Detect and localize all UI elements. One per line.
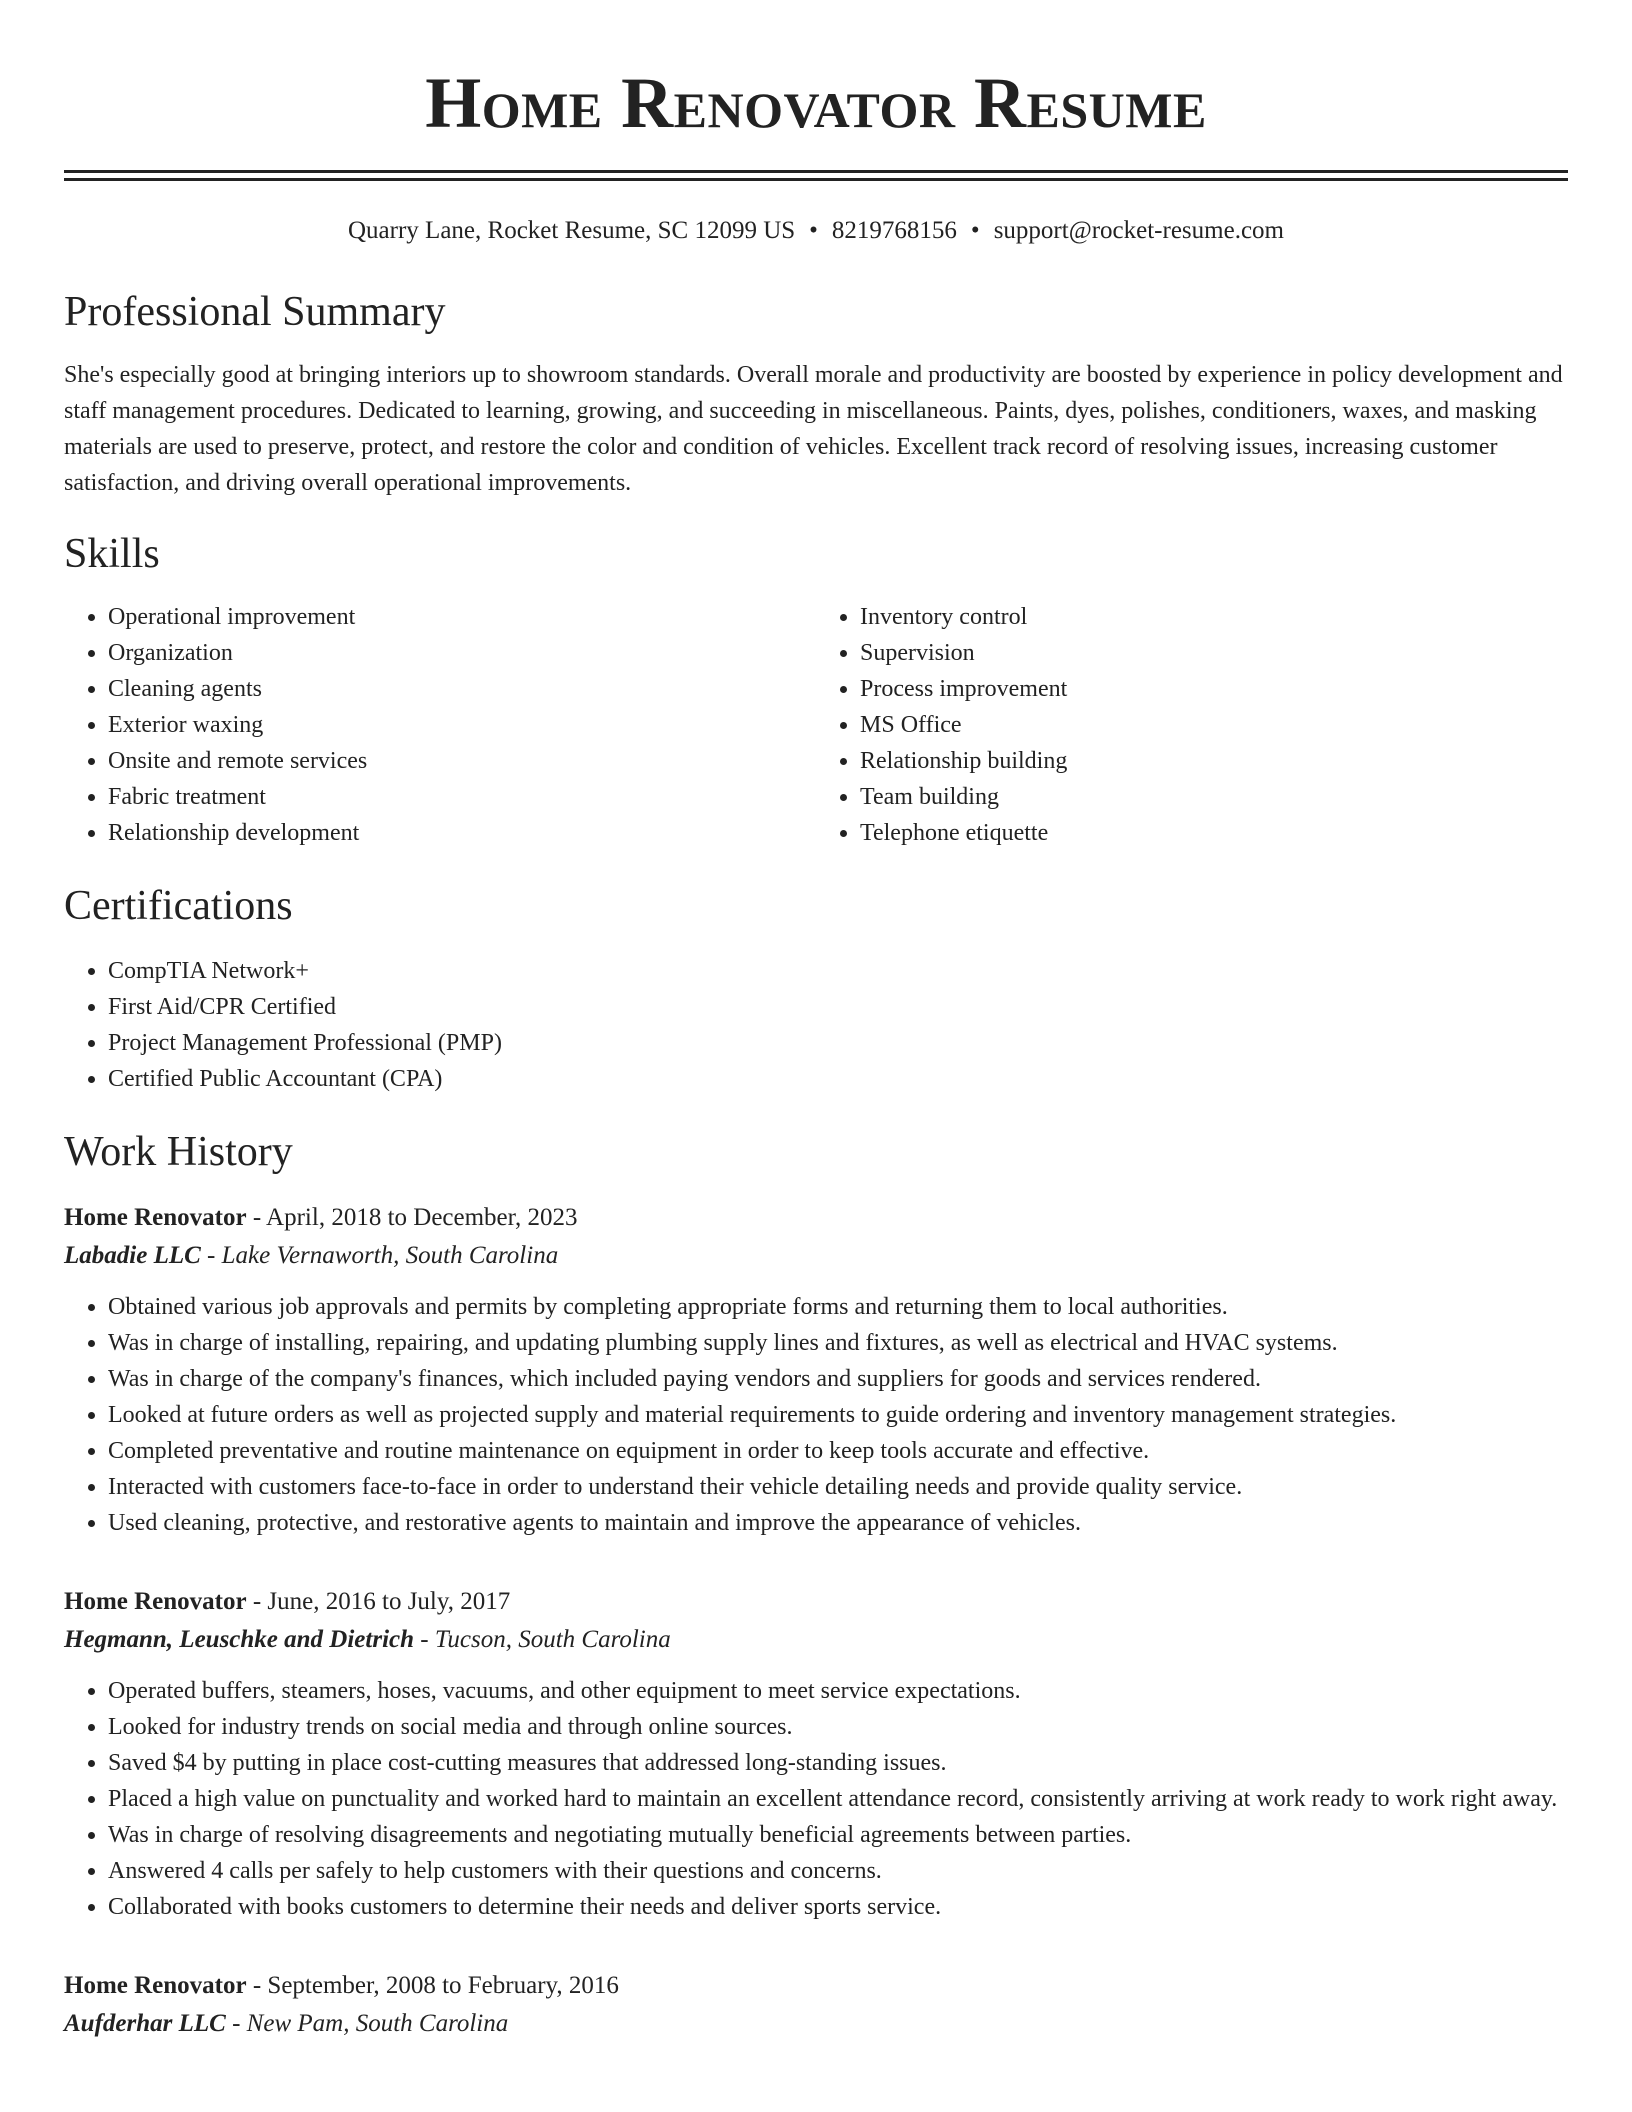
title-double-rule [64, 170, 1568, 181]
job-entry [64, 1967, 1568, 2043]
job-entry [64, 1583, 1568, 1925]
job-bullets [64, 1673, 1568, 1925]
certification-item: • Certified Public Accountant (CPA) [108, 1061, 1568, 1097]
certification-item: • Project Management Professional (PMP) [108, 1025, 1568, 1061]
skill-item: • Organization [108, 635, 816, 671]
job-separator: - [246, 1972, 268, 1999]
job-bullet: • Looked at future orders as well as projected supply and material requirements to guide ordering and inventory management strategies. [108, 1397, 1568, 1433]
contact-phone: 8219768156 [831, 217, 957, 244]
job-separator: - [414, 1626, 435, 1653]
job-title: Home Renovator [64, 1972, 247, 1999]
job-separator: - [246, 1588, 268, 1615]
job-title: Home Renovator [64, 1204, 247, 1231]
job-bullet: • Used cleaning, protective, and restorative agents to maintain and improve the appearance of vehicles. [108, 1505, 1568, 1541]
job-bullet: • Collaborated with books customers to determine their needs and deliver sports service. [108, 1889, 1568, 1925]
job-bullet: • Completed preventative and routine maintenance on equipment in order to keep tools accurate and effective. [108, 1433, 1568, 1469]
job-location: Lake Vernaworth, South Carolina [221, 1242, 559, 1269]
summary-text: She's especially good at bringing interiors up to showroom standards. Overall morale and productivity are boosted by experience in policy development and staff management procedures. Dedicated to learning, growing, and succeeding in miscellaneous. Paints, dyes, polishes, conditioners, waxes, and masking materials are used to preserve, protect, and restore the color and condition of vehicles. Excellent track record of resolving issues, increasing customer satisfaction, and driving overall operational improvements. [64, 362, 1563, 496]
skills-list-right [816, 599, 1568, 851]
contact-address: Quarry Lane, Rocket Resume, SC 12099 US [348, 217, 796, 244]
job-company-line [64, 1621, 1568, 1659]
certifications-heading: Certifications [64, 883, 293, 929]
job-bullet: • Operated buffers, steamers, hoses, vacuums, and other equipment to meet service expectations. [108, 1673, 1568, 1709]
job-entry [64, 1199, 1568, 1541]
job-bullet: • Answered 4 calls per safely to help customers with their questions and concerns. [108, 1853, 1568, 1889]
skill-item: • Relationship building [860, 743, 1568, 779]
skills-list-left [64, 599, 816, 851]
skill-item: • Cleaning agents [108, 671, 816, 707]
skill-item: • Onsite and remote services [108, 743, 816, 779]
job-bullet: • Was in charge of the company's finances, which included paying vendors and suppliers for goods and services rendered. [108, 1361, 1568, 1397]
resume-title: Home Renovator Resume [425, 63, 1207, 143]
job-bullet: • Was in charge of resolving disagreements and negotiating mutually beneficial agreements between parties. [108, 1817, 1568, 1853]
certifications-list [64, 953, 1568, 1097]
job-location: Tucson, South Carolina [434, 1626, 671, 1653]
skills-heading: Skills [64, 531, 160, 577]
skill-item: • MS Office [860, 707, 1568, 743]
job-bullet: • Saved $4 by putting in place cost-cutting measures that addressed long-standing issues. [108, 1745, 1568, 1781]
summary-heading: Professional Summary [64, 289, 446, 335]
job-separator: - [246, 1204, 267, 1231]
job-bullet: • Was in charge of installing, repairing, and updating plumbing supply lines and fixtures, as well as electrical and HVAC systems. [108, 1325, 1568, 1361]
certification-item: • First Aid/CPR Certified [108, 989, 1568, 1025]
job-title-line [64, 1967, 1568, 2005]
job-bullet: • Interacted with customers face-to-face in order to understand their vehicle detailing needs and provide quality service. [108, 1469, 1568, 1505]
skill-item: • Inventory control [860, 599, 1568, 635]
contact-separator: • [970, 217, 980, 244]
job-title-line [64, 1199, 1568, 1237]
job-separator: - [200, 1242, 222, 1269]
job-dates: June, 2016 to July, 2017 [267, 1588, 511, 1615]
job-dates: April, 2018 to December, 2023 [266, 1204, 578, 1231]
job-dates: September, 2008 to February, 2016 [267, 1972, 619, 1999]
job-bullet: • Placed a high value on punctuality and worked hard to maintain an excellent attendance record, consistently arriving at work ready to work right away. [108, 1781, 1568, 1817]
skill-item: • Process improvement [860, 671, 1568, 707]
job-company-line [64, 1237, 1568, 1275]
job-company: Labadie LLC [64, 1242, 201, 1269]
job-location: New Pam, South Carolina [246, 2010, 509, 2037]
work-history-heading: Work History [64, 1129, 293, 1175]
job-title-line [64, 1583, 1568, 1621]
job-company-line [64, 2005, 1568, 2043]
skills-columns [64, 599, 1568, 851]
job-bullet: • Looked for industry trends on social media and through online sources. [108, 1709, 1568, 1745]
job-company: Aufderhar LLC [64, 2010, 226, 2037]
skill-item: • Team building [860, 779, 1568, 815]
job-bullets [64, 1289, 1568, 1541]
job-bullet: • Obtained various job approvals and permits by completing appropriate forms and returning them to local authorities. [108, 1289, 1568, 1325]
contact-separator: • [809, 217, 818, 244]
job-separator: - [225, 2010, 247, 2037]
job-company: Hegmann, Leuschke and Dietrich [64, 1626, 415, 1653]
skill-item: • Fabric treatment [108, 779, 816, 815]
skill-item: • Telephone etiquette [860, 815, 1568, 851]
skill-item: • Relationship development [108, 815, 816, 851]
contact-line [64, 215, 1568, 247]
skill-item: • Supervision [860, 635, 1568, 671]
skill-item: • Operational improvement [108, 599, 816, 635]
skill-item: • Exterior waxing [108, 707, 816, 743]
certification-item: • CompTIA Network+ [108, 953, 1568, 989]
job-title: Home Renovator [64, 1588, 247, 1615]
contact-email: support@rocket-resume.com [993, 217, 1284, 244]
